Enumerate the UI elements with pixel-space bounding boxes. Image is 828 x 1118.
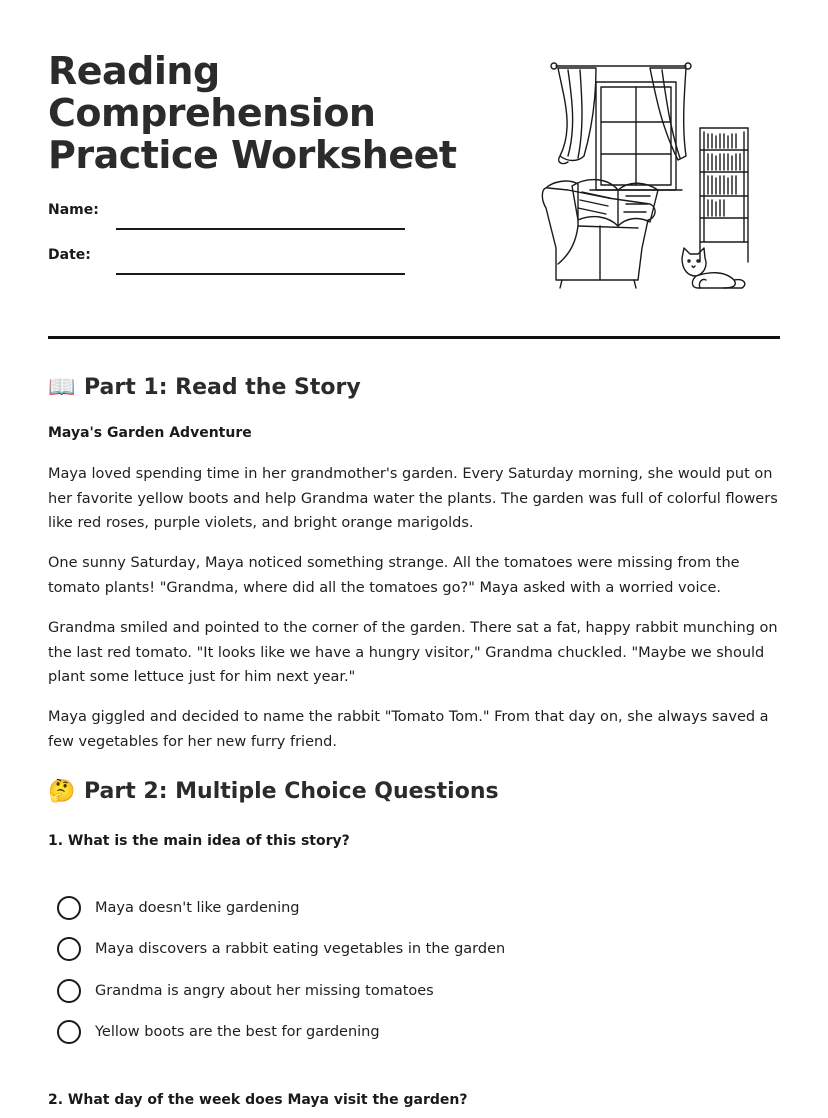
question-1-option-d[interactable] [57, 1020, 380, 1044]
option-label: Grandma is angry about her missing tomatoes [95, 983, 434, 999]
question-2: 2. What day of the week does Maya visit the garden? [48, 1092, 468, 1108]
reading-room-illustration [538, 58, 756, 290]
question-1-option-c[interactable] [57, 979, 434, 1003]
radio-button[interactable] [57, 1020, 81, 1044]
part1-heading-text: Part 1: Read the Story [84, 375, 361, 400]
part1-heading [48, 375, 361, 400]
story-title: Maya's Garden Adventure [48, 425, 252, 441]
part2-heading [48, 779, 499, 804]
radio-button[interactable] [57, 896, 81, 920]
date-line[interactable] [116, 273, 405, 275]
name-field-row [48, 202, 405, 218]
name-label: Name: [48, 202, 99, 218]
open-book-icon: 📖 [48, 375, 76, 400]
option-label: Yellow boots are the best for gardening [95, 1024, 380, 1040]
option-label: Maya discovers a rabbit eating vegetables in the garden [95, 941, 506, 957]
thinking-face-icon: 🤔 [48, 779, 76, 804]
option-label: Maya doesn't like gardening [95, 900, 300, 916]
question-1-option-a[interactable] [57, 896, 300, 920]
part2-heading-text: Part 2: Multiple Choice Questions [84, 779, 499, 804]
question-1-option-b[interactable] [57, 937, 505, 961]
date-field-row [48, 247, 405, 263]
story-paragraph: Maya giggled and decided to name the rabbit "Tomato Tom." From that day on, she always saved a few vegetables for her new furry friend. [48, 709, 769, 750]
date-label: Date: [48, 247, 91, 263]
radio-button[interactable] [57, 979, 81, 1003]
story-paragraph: Maya loved spending time in her grandmother's garden. Every Saturday morning, she would put on her favorite yellow boots and help Grandma water the plants. The garden was full of colorful flowers like red roses, purple violets, and bright orange marigolds. [48, 466, 778, 531]
story-paragraph: Grandma smiled and pointed to the corner of the garden. There sat a fat, happy rabbit munching on the last red tomato. "It looks like we have a hungry visitor," Grandma chuckled. "Maybe we should plant some lettuce just for him next year." [48, 620, 778, 685]
question-1: 1. What is the main idea of this story? [48, 833, 350, 849]
name-line[interactable] [116, 228, 405, 230]
worksheet-title: Reading Comprehension Practice Worksheet [48, 49, 457, 177]
radio-button[interactable] [57, 937, 81, 961]
header-divider [48, 336, 780, 339]
story-paragraph: One sunny Saturday, Maya noticed something strange. All the tomatoes were missing from the tomato plants! "Grandma, where did all the tomatoes go?" Maya asked with a worried voice. [48, 555, 740, 596]
